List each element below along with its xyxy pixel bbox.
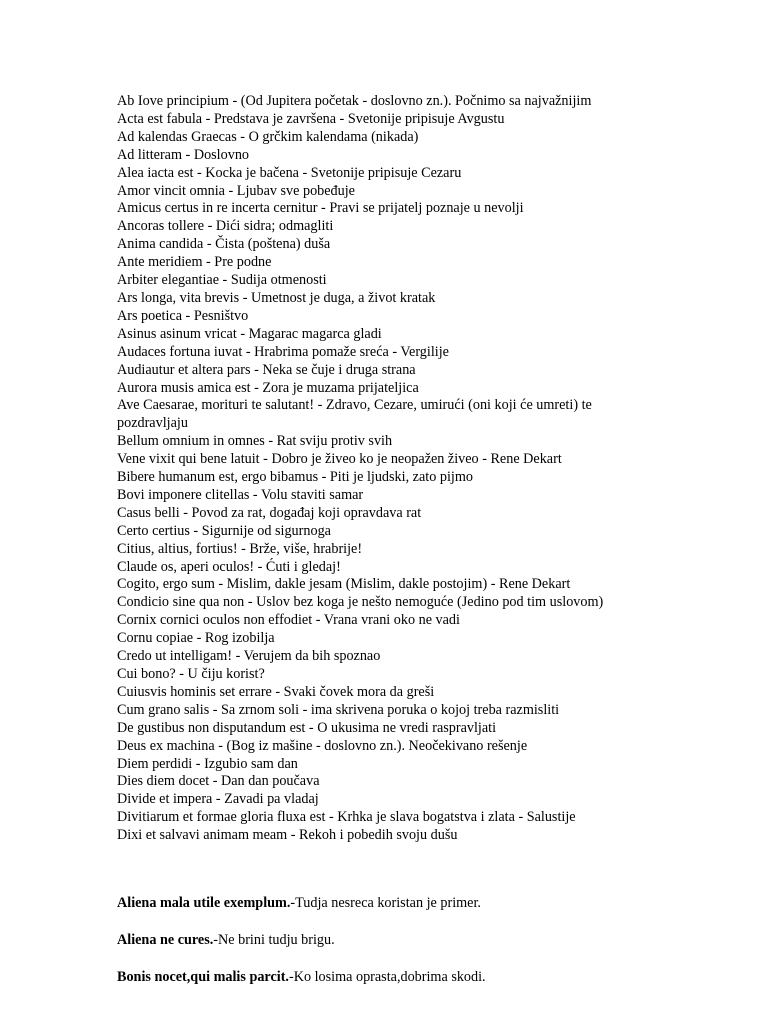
latin-notes-section (117, 894, 717, 1005)
phrase-line: Ad litteram - Doslovno (117, 146, 250, 163)
phrase-line: Acta est fabula - Predstava je završena - Svetonije pripisuje Avgustu (117, 110, 505, 127)
note-line (117, 931, 717, 949)
phrase-line: Dixi et salvavi animam meam - Rekoh i pobedih svoju dušu (117, 827, 458, 844)
phrase-line: Arbiter elegantiae - Sudija otmenosti (117, 272, 327, 289)
phrase-line: Ab Iove principium - (Od Jupitera početak - doslovno zn.). Počnimo sa najvažnijim (117, 93, 592, 109)
phrase-line: Vene vixit qui bene latuit - Dobro je živeo ko je neopažen živeo - Rene Dekart (117, 451, 562, 468)
phrase-line: Citius, altius, fortius! - Brže, više, hrabrije! (117, 540, 363, 557)
note-latin: Aliena mala utile exemplum. (117, 895, 291, 911)
phrase-line: Credo ut intelligam! - Verujem da bih spoznao (117, 648, 381, 665)
phrase-line: Divitiarum et formae gloria fluxa est - Krhka je slava bogatstva i zlata - Salustije (117, 809, 576, 826)
note-translation: -Ko losima oprasta,dobrima skodi. (288, 969, 486, 985)
phrase-line: Anima candida - Čista (poštena) duša (117, 236, 331, 253)
phrase-line: Bellum omnium in omnes - Rat sviju protiv svih (117, 433, 393, 450)
phrase-line: Ancoras tollere - Dići sidra; odmagliti (117, 218, 334, 235)
phrase-line: Cum grano salis - Sa zrnom soli - ima skrivena poruka o kojoj treba razmisliti (117, 701, 560, 718)
note-line (117, 968, 717, 986)
phrase-line: Cornix cornici oculos non effodiet - Vrana vrani oko ne vadi (117, 612, 460, 629)
phrase-line: Diem perdidi - Izgubio sam dan (117, 755, 298, 772)
phrase-line: Divide et impera - Zavadi pa vladaj (117, 791, 319, 808)
phrase-line: Alea iacta est - Kocka je bačena - Svetonije pripisuje Cezaru (117, 164, 462, 181)
phrase-line: Deus ex machina - (Bog iz mašine - doslovno zn.). Neočekivano rešenje (117, 737, 528, 754)
latin-phrase-list (117, 93, 637, 845)
phrase-line: Bibere humanum est, ergo bibamus - Piti je ljudski, zato pijmo (117, 469, 473, 486)
phrase-line: Ante meridiem - Pre podne (117, 254, 272, 271)
phrase-line: Cuiusvis hominis set errare - Svaki čovek mora da greši (117, 683, 435, 700)
phrase-line: Ars longa, vita brevis - Umetnost je duga, a život kratak (117, 289, 436, 306)
phrase-line: Audiautur et altera pars - Neka se čuje i druga strana (117, 361, 416, 378)
phrase-line: Cornu copiae - Rog izobilja (117, 630, 275, 647)
phrase-line: Condicio sine qua non - Uslov bez koga je nešto nemoguće (Jedino pod tim uslovom) (117, 594, 604, 611)
phrase-line: Cui bono? - U čiju korist? (117, 666, 265, 682)
phrase-line: Ad kalendas Graecas - O grčkim kalendama (nikada) (117, 128, 419, 145)
phrase-line: Aurora musis amica est - Zora je muzama prijateljica (117, 379, 419, 396)
note-latin: Aliena ne cures. (117, 932, 214, 948)
note-translation: -Tudja nesreca koristan je primer. (290, 895, 481, 911)
phrase-line: Ars poetica - Pesništvo (117, 307, 249, 324)
phrase-line: Certo certius - Sigurnije od sigurnoga (117, 522, 331, 539)
phrase-line: Bovi imponere clitellas - Volu staviti samar (117, 486, 364, 503)
phrase-line: Dies diem docet - Dan dan poučava (117, 773, 320, 790)
phrase-line: Amicus certus in re incerta cernitur - Pravi se prijatelj poznaje u nevolji (117, 200, 524, 217)
phrase-line: De gustibus non disputandum est - O ukusima ne vredi raspravljati (117, 719, 497, 736)
phrase-line: Claude os, aperi oculos! - Ćuti i gledaj! (117, 558, 341, 575)
phrase-line: Asinus asinum vricat - Magarac magarca gladi (117, 325, 382, 342)
note-latin: Bonis nocet,qui malis parcit. (117, 969, 289, 985)
phrase-line: Ave Caesarae, morituri te salutant! - Zdravo, Cezare, umirući (oni koji će umreti) te pozdravljaju (117, 397, 592, 432)
phrase-line: Cogito, ergo sum - Mislim, dakle jesam (Mislim, dakle postojim) - Rene Dekart (117, 576, 571, 593)
note-translation: -Ne brini tudju brigu. (213, 932, 335, 948)
phrase-line: Audaces fortuna iuvat - Hrabrima pomaže sreća - Vergilije (117, 343, 449, 360)
note-line (117, 894, 717, 912)
phrase-line: Casus belli - Povod za rat, događaj koji opravdava rat (117, 504, 422, 521)
phrase-line: Amor vincit omnia - Ljubav sve pobeđuje (117, 182, 355, 199)
